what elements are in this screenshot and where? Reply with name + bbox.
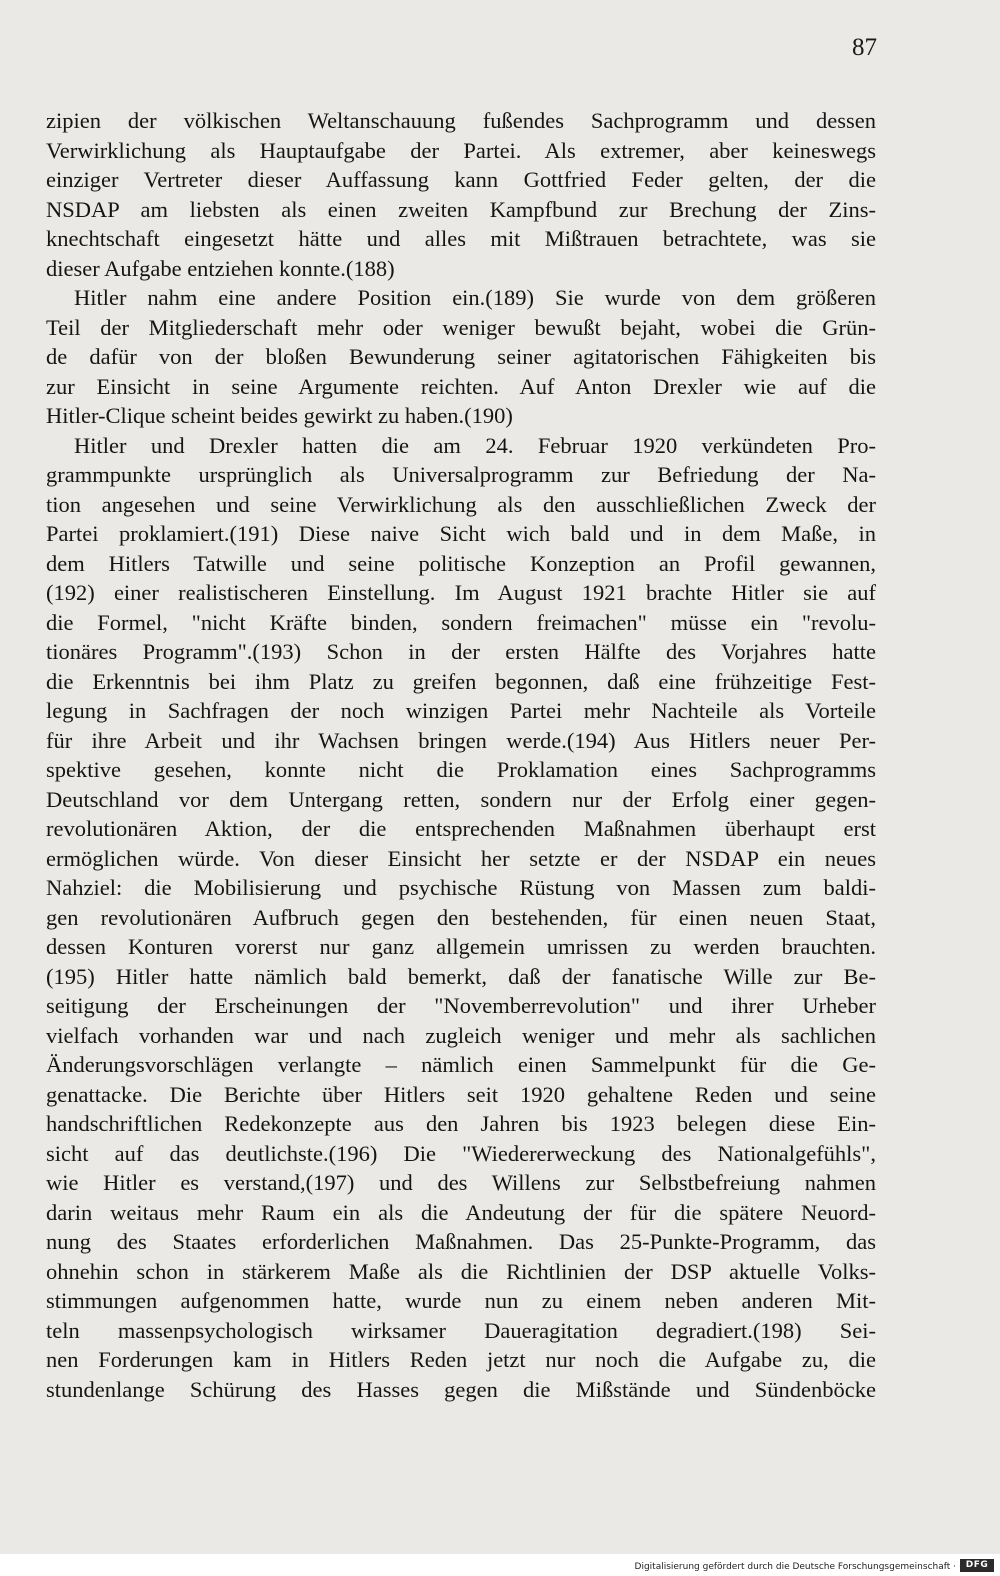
text-line: für ihre Arbeit und ihr Wachsen bringen werde.(194) Aus Hitlers neuer Per-: [46, 727, 876, 753]
text-line: stundenlange Schürung des Hasses gegen die Mißstände und Sündenböcke: [46, 1376, 876, 1402]
text-line: de dafür von der bloßen Bewunderung seiner agitatorischen Fähigkeiten bis: [46, 344, 876, 369]
text-line: handschriftlichen Redekonzepte aus den Jahren bis 1923 belegen diese Ein-: [46, 1111, 876, 1136]
text-line: grammpunkte ursprünglich als Universalprogramm zur Befriedung der Na-: [46, 462, 876, 487]
text-line: vielfach vorhanden war und nach zugleich weniger und mehr als sachlichen: [46, 1022, 876, 1048]
text-line: Hitler und Drexler hatten die am 24. Februar 1920 verkündeten Pro-: [74, 432, 876, 458]
text-line: darin weitaus mehr Raum ein als die Andeutung der für die spätere Neuord-: [46, 1199, 876, 1225]
text-line: knechtschaft eingesetzt hätte und alles mit Mißtrauen betrachtete, was sie: [46, 226, 876, 251]
text-line: zur Einsicht in seine Argumente reichten. Auf Anton Drexler wie auf die: [46, 373, 876, 399]
text-line: gen revolutionären Aufbruch gegen den bestehenden, für einen neuen Staat,: [46, 904, 876, 930]
text-line: die Erkenntnis bei ihm Platz zu greifen begonnen, daß eine frühzeitige Fest-: [46, 668, 876, 694]
text-line: (195) Hitler hatte nämlich bald bemerkt, daß der fanatische Wille zur Be-: [46, 963, 876, 989]
text-line: dessen Konturen vorerst nur ganz allgemein umrissen zu werden brauchten.: [46, 934, 876, 959]
text-line: wie Hitler es verstand,(197) und des Willens zur Selbstbefreiung nahmen: [46, 1170, 876, 1195]
text-line: seitigung der Erscheinungen der "Novemberrevolution" und ihrer Urheber: [46, 993, 876, 1018]
text-line: Nahziel: die Mobilisierung und psychische Rüstung von Massen zum baldi-: [46, 875, 876, 900]
text-line: dieser Aufgabe entziehen konnte.(188): [46, 255, 395, 281]
text-line: Partei proklamiert.(191) Diese naive Sicht wich bald und in dem Maße, in: [46, 521, 876, 546]
text-line: ermöglichen würde. Von dieser Einsicht her setzte er der NSDAP ein neues: [46, 845, 876, 871]
text-line: spektive gesehen, konnte nicht die Proklamation eines Sachprogramms: [46, 757, 876, 782]
text-line: revolutionären Aktion, der die entsprechenden Maßnahmen überhaupt erst: [46, 816, 876, 841]
text-line: Hitler nahm eine andere Position ein.(189) Sie wurde von dem größeren: [74, 285, 876, 310]
dfg-logo-icon: DFG: [960, 1559, 994, 1572]
text-line: NSDAP am liebsten als einen zweiten Kampfbund zur Brechung der Zins-: [46, 196, 876, 222]
text-line: einziger Vertreter dieser Auffassung kann Gottfried Feder gelten, der die: [46, 167, 876, 192]
text-line: Deutschland vor dem Untergang retten, sondern nur der Erfolg einer gegen-: [46, 786, 876, 812]
text-line: (192) einer realistischeren Einstellung. Im August 1921 brachte Hitler sie auf: [46, 580, 876, 605]
text-line: nung des Staates erforderlichen Maßnahmen. Das 25-Punkte-Programm, das: [46, 1229, 876, 1254]
text-line: tionäres Programm".(193) Schon in der ersten Hälfte des Vorjahres hatte: [46, 639, 876, 664]
text-line: legung in Sachfragen der noch winzigen Partei mehr Nachteile als Vorteile: [46, 698, 876, 723]
text-line: zipien der völkischen Weltanschauung fußendes Sachprogramm und dessen: [46, 108, 876, 133]
text-line: teln massenpsychologisch wirksamer Daueragitation degradiert.(198) Sei-: [46, 1317, 876, 1343]
text-line: Verwirklichung als Hauptaufgabe der Partei. Als extremer, aber keineswegs: [46, 137, 876, 163]
text-line: stimmungen aufgenommen hatte, wurde nun zu einem neben anderen Mit-: [46, 1288, 876, 1313]
text-line: tion angesehen und seine Verwirklichung als den ausschließlichen Zweck der: [46, 491, 876, 517]
text-line: dem Hitlers Tatwille und seine politische Konzeption an Profil gewannen,: [46, 550, 876, 576]
text-line: nen Forderungen kam in Hitlers Reden jetzt nur noch die Aufgabe zu, die: [46, 1347, 876, 1372]
text-line: Teil der Mitgliederschaft mehr oder weniger bewußt bejaht, wobei die Grün-: [46, 314, 876, 340]
text-line: Hitler-Clique scheint beides gewirkt zu haben.(190): [46, 403, 513, 428]
text-line: sicht auf das deutlichste.(196) Die "Wiedererweckung des Nationalgefühls",: [46, 1140, 876, 1166]
page-number: 87: [852, 34, 877, 61]
body-text: [46, 106, 876, 1404]
text-line: genattacke. Die Berichte über Hitlers seit 1920 gehaltene Reden und seine: [46, 1081, 876, 1107]
footer-credit: Digitalisierung gefördert durch die Deutsche Forschungsgemeinschaft ·: [634, 1562, 956, 1572]
text-line: Änderungsvorschlägen verlangte – nämlich einen Sammelpunkt für die Ge-: [46, 1052, 876, 1077]
footer-bar: [0, 1554, 1000, 1576]
text-line: die Formel, "nicht Kräfte binden, sondern freimachen" müsse ein "revolu-: [46, 609, 876, 635]
text-line: ohnehin schon in stärkerem Maße als die Richtlinien der DSP aktuelle Volks-: [46, 1258, 876, 1284]
